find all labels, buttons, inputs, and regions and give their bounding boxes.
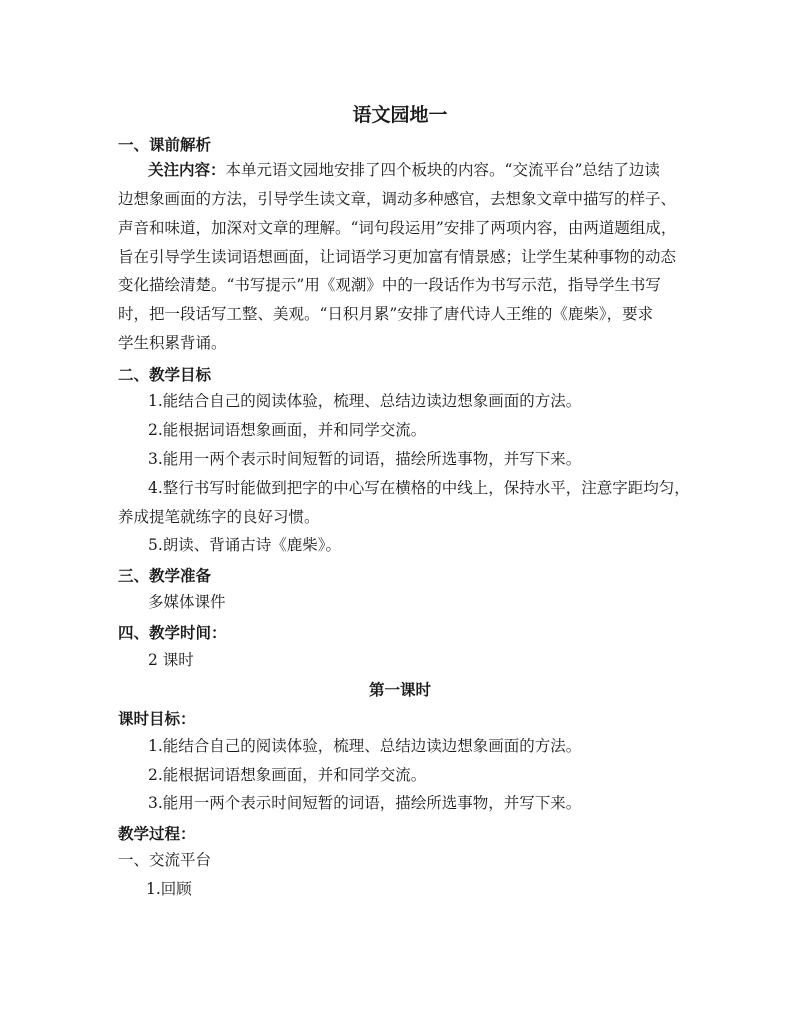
paragraph-line: 声音和味道，加深对文章的理解。“词句段运用”安排了两项内容，由两道题组成， [118,219,677,237]
section-heading-teaching-goals: 二、教学目标 [118,366,212,384]
goal-item: 3.能用一两个表示时间短暂的词语，描绘所选事物，并写下来。 [148,450,582,468]
goal-item: 5.朗读、背诵古诗《鹿柴》。 [148,536,342,554]
lesson-goal-item: 3.能用一两个表示时间短暂的词语，描绘所选事物，并写下来。 [148,794,582,812]
process-heading: 教学过程： [118,825,196,843]
paragraph-line: 学生积累背诵。 [118,334,227,352]
process-substep: 1.回顾 [146,880,192,898]
lesson-goal-item: 2.能根据词语想象画面，并和同学交流。 [148,766,427,784]
focus-label: 关注内容： [148,161,226,179]
paragraph-text: 本单元语文园地安排了四个板块的内容。“交流平台”总结了边读 [225,161,660,179]
goal-item-continuation: 养成提笔就练字的良好习惯。 [118,508,320,526]
paragraph-line: 旨在引导学生读词语想画面，让词语学习更加富有情景感；让学生某种事物的动态 [118,248,677,266]
section-heading-preview-analysis: 一、课前解析 [118,136,212,154]
paragraph-line: 边想象画面的方法，引导学生读文章，调动多种感官，去想象文章中描写的样子、 [118,190,677,208]
document-title: 语文园地一 [352,104,448,126]
lesson-goals-heading: 课时目标： [118,710,196,728]
section-heading-teaching-time: 四、教学时间： [118,624,227,642]
section-heading-preparation: 三、教学准备 [118,567,212,585]
paragraph-line: 时，把一段话写工整、美观。“日积月累”安排了唐代诗人王维的《鹿柴》，要求 [118,305,654,323]
paragraph-line: 变化描绘清楚。“书写提示”用《观潮》中的一段话作为书写示范，指导学生书写 [118,276,661,294]
lesson-heading: 第一课时 [368,681,431,699]
lesson-goal-item: 1.能结合自己的阅读体验，梳理、总结边读边想象画面的方法。 [148,737,582,755]
paragraph-line [148,160,660,180]
goal-item: 1.能结合自己的阅读体验，梳理、总结边读边想象画面的方法。 [148,392,582,410]
goal-item: 4.整行书写时能做到把字的中心写在横格的中线上，保持水平，注意字距均匀， [148,479,690,497]
teaching-time-text: 2 课时 [148,651,194,669]
goal-item: 2.能根据词语想象画面，并和同学交流。 [148,421,427,439]
process-step: 一、交流平台 [118,851,212,869]
preparation-text: 多媒体课件 [148,593,226,611]
